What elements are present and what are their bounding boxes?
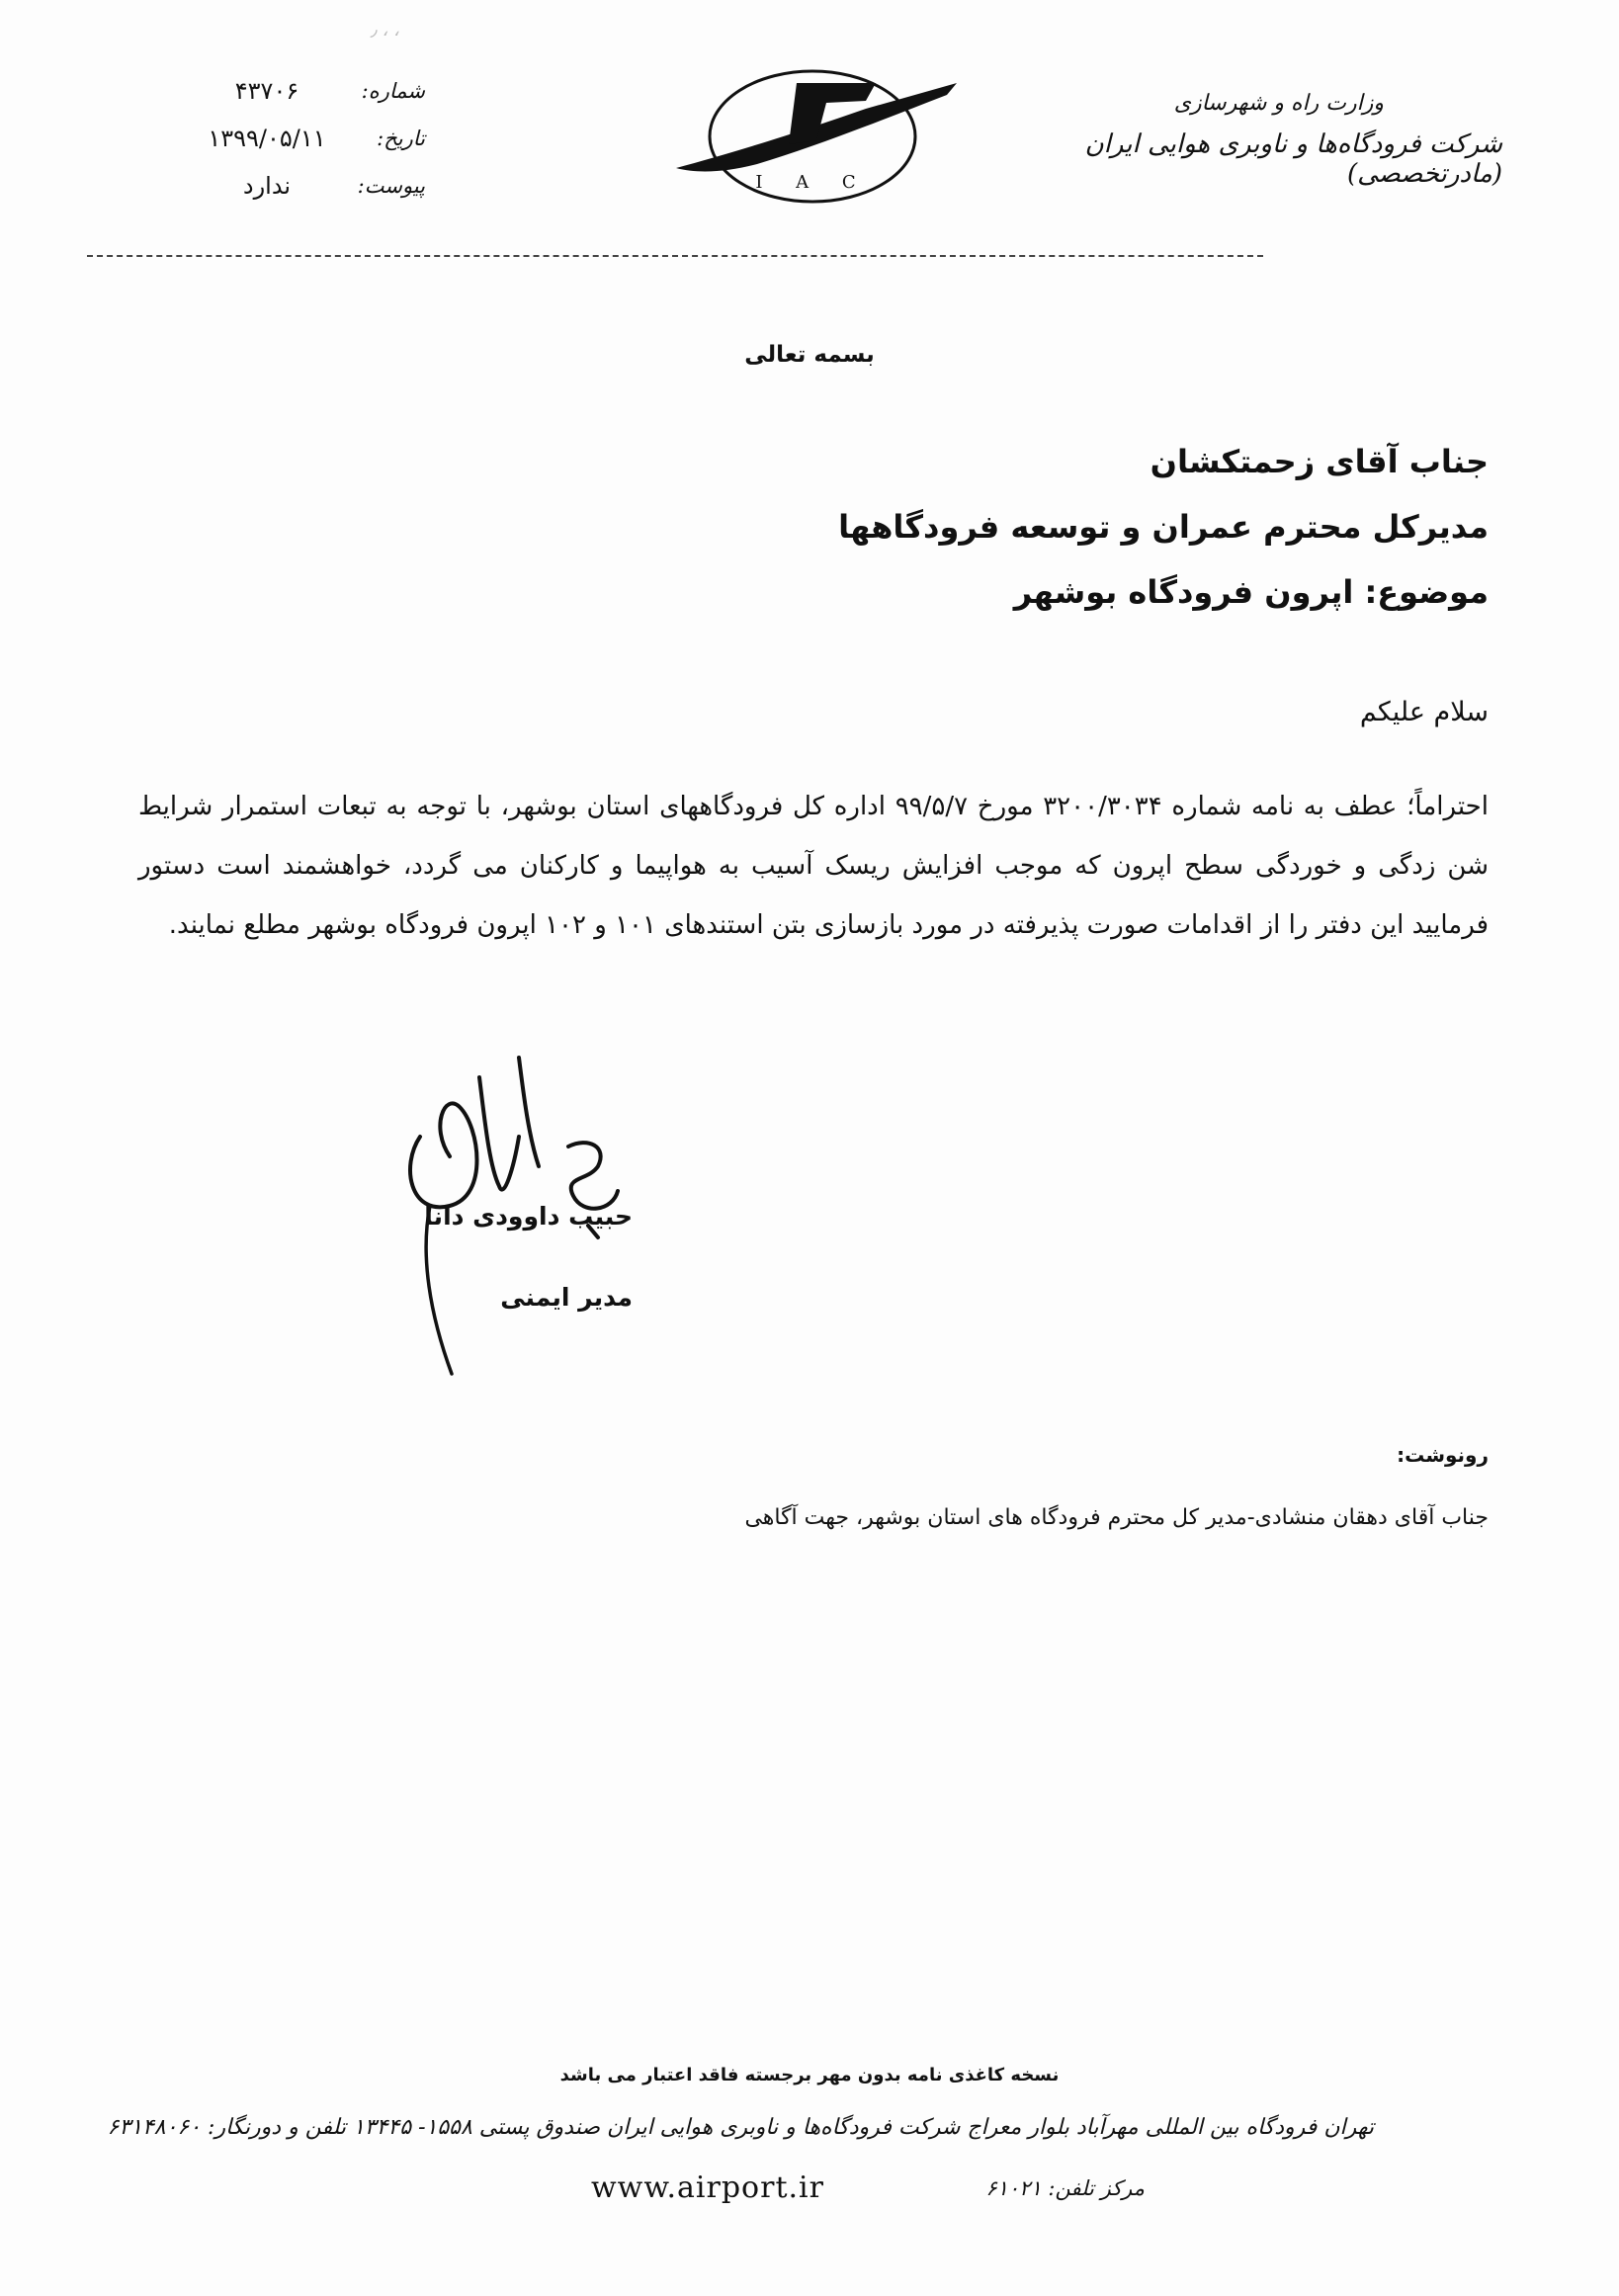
footer-validity-note: نسخه کاغذی نامه بدون مهر برجسته فاقد اعتبار می باشد xyxy=(559,2065,1060,2085)
footer-website-link[interactable]: www.airport.ir xyxy=(591,2170,824,2205)
letter-meta xyxy=(166,77,433,219)
meta-date-row xyxy=(166,125,433,172)
footer-contact-row xyxy=(591,2170,1145,2220)
signer-name: حبیب داوودی دانا xyxy=(424,1202,633,1231)
logo-text: I A C xyxy=(755,172,870,193)
header-divider xyxy=(87,255,1263,257)
letter-number-label: شماره: xyxy=(361,79,425,103)
letter-body: احتراماً؛ عطف به نامه شماره ۳۲۰۰/۳۰۳۴ مورخ ۹۹/۵/۷ اداره کل فرودگاههای استان بوشهر، با توجه به تبعات استمرار شرایط شن زدگی و خوردگی سطح اپرون که موجب افزایش ریسک آسیب به هواپیما و کارکنان می گردد، خواهشمند است دستور فرمایید این دفتر را از اقدامات صورت پذیرفته در مورد بازسازی بتن استندهای ۱۰۱ و ۱۰۲ اپرون فرودگاه بوشهر مطلع نمایند. xyxy=(138,792,1489,940)
company-name: شرکت فرودگاه‌ها و ناوبری هوایی ایران (مادرتخصصی) xyxy=(1084,129,1502,189)
footer-center-phone: مرکز تلفن: ۶۱۰۲۱ xyxy=(985,2176,1145,2200)
greeting: سلام علیکم xyxy=(1359,697,1489,727)
meta-attachment-row xyxy=(166,172,433,219)
signer-position: مدیر ایمنی xyxy=(500,1283,633,1312)
letter-number: ۴۳۷۰۶ xyxy=(234,77,299,105)
cc-recipient: جناب آقای دهقان منشادی-مدیر کل محترم فرودگاه های استان بوشهر، جهت آگاهی xyxy=(744,1505,1489,1530)
cc-title: رونوشت: xyxy=(1397,1443,1489,1467)
iac-logo xyxy=(668,63,963,212)
footer-address: تهران فرودگاه بین المللی مهرآباد بلوار معراج شرکت فرودگاه‌ها و ناوبری هوایی ایران صندوق پستی ۱۵۵۸- ۱۳۴۴۵ تلفن و دورنگار: ۶۳۱۴۸۰۶۰ xyxy=(107,2115,1374,2140)
letter-date: ۱۳۹۹/۰۵/۱۱ xyxy=(208,125,326,152)
invocation: بسمه تعالی xyxy=(744,342,875,368)
ministry-name: وزارت راه و شهرسازی xyxy=(1173,91,1384,116)
signer-block xyxy=(297,1176,633,1338)
addressee-block xyxy=(599,429,1489,625)
organization-block xyxy=(949,91,1502,189)
addressee-name: جناب آقای زحمتکشان xyxy=(1150,443,1489,480)
addressee-title: مدیرکل محترم عمران و توسعه فرودگاهها xyxy=(838,508,1489,546)
letter-subject: موضوع: اپرون فرودگاه بوشهر xyxy=(1013,573,1489,611)
letter-attachment: ندارد xyxy=(242,172,292,200)
letter-date-label: تاریخ: xyxy=(377,127,425,150)
letter-attachment-label: پیوست: xyxy=(357,174,425,198)
letterhead xyxy=(0,0,1619,259)
scan-artifact: ٫ ، ، xyxy=(371,20,399,41)
meta-number-row xyxy=(166,77,433,125)
